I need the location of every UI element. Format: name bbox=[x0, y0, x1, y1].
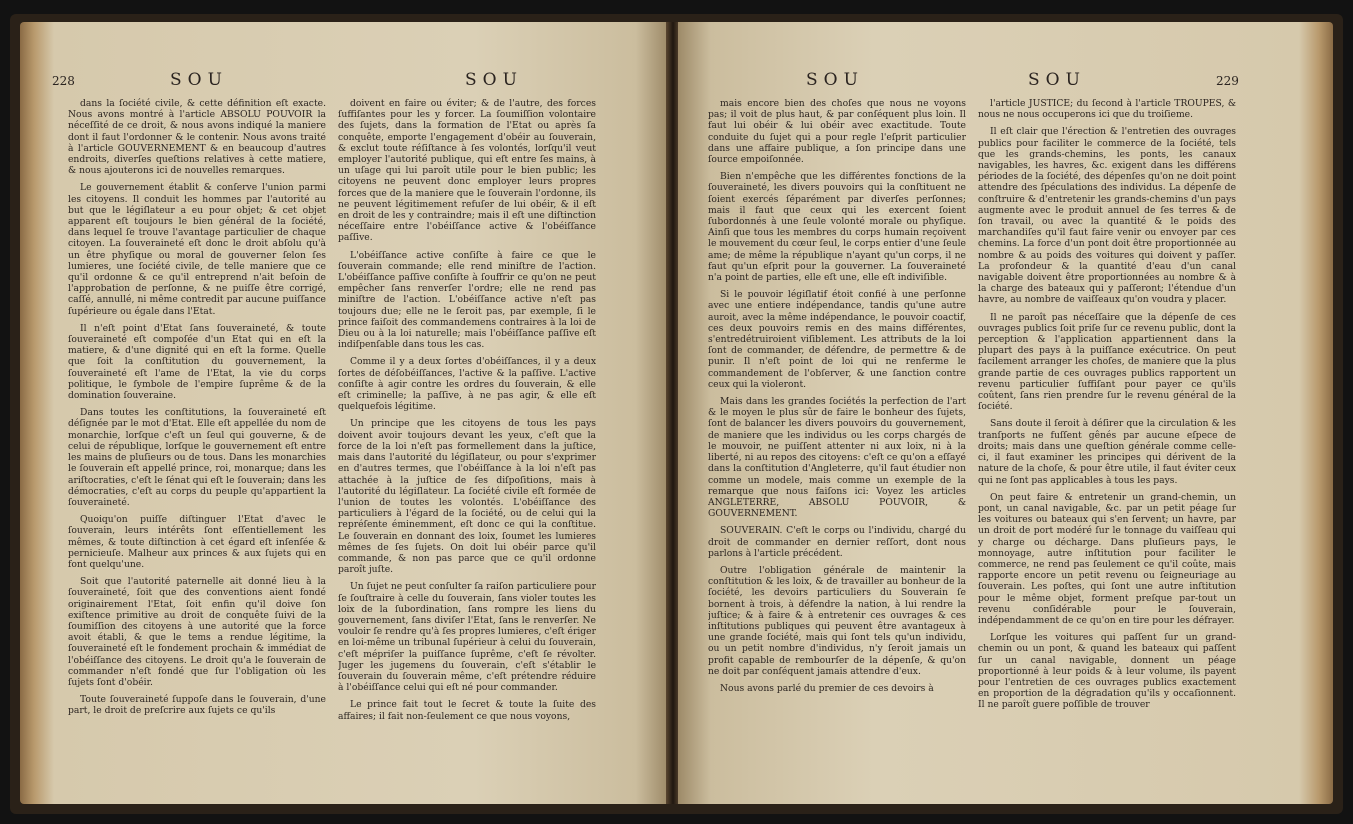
paragraph: Bien n'empêche que les différentes fonctions de la ſouveraineté, les divers pouvoirs qui la conſtituent ne ſoient exercés ſéparément par diverſes perſonnes; mais il faut que ceux qui les exercent ſoient ſubordonnés à une ſeule volonté morale ou phyſique. Ainſi que tous les membres du corps humain reçoivent le mouvement du cœur ſeul, le corps entier d'une ſeule ame; de même la république n'ayant qu'un corps, il ne faut qu'un eſprit pour la gouverner. La ſouveraineté n'a point de parties, elle eſt une, elle eſt indiviſible. bbox=[708, 171, 966, 284]
paragraph: dans la ſociété civile, & cette définition eſt exacte. Nous avons montré à l'article ABSOLU POUVOIR la néceſſité de ce droit, & nous avons indiqué la maniere dont il faut l'ordonner & le contenir. Nous avons traité à l'article GOUVERNEMENT & en beaucoup d'autres endroits, diverſes queſtions relatives à cette matiere, & nous ajouterons ici de nouvelles remarques. bbox=[68, 98, 326, 177]
book-spread bbox=[10, 14, 1343, 814]
paragraph: Outre l'obligation générale de maintenir la conſtitution & les loix, & de travailler au bonheur de la ſociété, les devoirs particuliers du Souverain ſe bornent à trois, à défendre la nation, à lui rendre la juſtice; & à faire & à entretenir ces ouvrages & ces inſtitutions publiques qui peuvent être avantageux à une grande ſociété, mais qui ſont tels qu'un individu, ou un petit nombre d'individus, n'y ſeroit jamais un profit capable de rembourſer de la dépenſe, & qu'on ne doit par conſéquent jamais attendre d'eux. bbox=[708, 564, 966, 677]
text-column bbox=[68, 98, 326, 788]
paragraph: Sans doute il ſeroit à déſirer que la circulation & les tranſports ne fuſſent gênés par aucune eſpece de droits; mais dans une queſtion générale comme celle-ci, il faut examiner les principes qui dérivent de la nature de la choſe, & pour être utile, il faut éviter ceux qui ne ſont pas applicables à tous les pays. bbox=[978, 418, 1236, 486]
paragraph: Il ne paroît pas néceſſaire que la dépenſe de ces ouvrages publics ſoit priſe ſur ce revenu public, dont la perception & l'application appartiennent dans la plupart des pays à la puiſſance exécutrice. On peut facilement arranger les choſes, de maniere que la plus grande partie de ces ouvrages publics rapportent un revenu particulier ſuffiſant pour payer ce qu'ils coûtent, ſans rien prendre ſur le revenu général de la ſociété. bbox=[978, 311, 1236, 413]
paragraph: On peut faire & entretenir un grand-chemin, un pont, un canal navigable, &c. par un petit péage ſur les voitures ou bateaux qui s'en ſervent; un havre, par un droit de port modéré ſur le tonnage du vaiſſeau qui y charge ou décharge. Dans pluſieurs pays, le monnoyage, autre inſtitution pour faciliter le commerce, ne rend pas ſeulement ce qu'il coûte, mais rapporte encore un petit revenu ou ſeigneuriage au ſouverain. Les poſtes, qui ſont une autre inſtitution pour le même objet, forment preſque par-tout un revenu conſidérable pour le ſouverain, indépendamment de ce qu'on en tire pour les défrayer. bbox=[978, 491, 1236, 626]
text-column bbox=[708, 98, 966, 788]
paragraph: Soit que l'autorité paternelle ait donné lieu à la ſouveraineté, ſoit que des conventions aient fondé originairement l'Etat, ſoit enfin qu'il doive ſon exiſtence primitive au droit de conquête ſuivi de la ſoumiſſion des citoyens à une autorité que la force avoit établi, & que le tems a rendue légitime, la ſouveraineté eſt le fondement prochain & immédiat de l'obéiſſance des citoyens. Le droit qu'a le ſouverain de commander n'eſt fondé que ſur l'obligation où les ſujets ſont d'obéir. bbox=[68, 576, 326, 688]
running-head: SOU bbox=[465, 70, 523, 90]
running-head: SOU bbox=[806, 70, 864, 90]
paragraph: Le gouvernement établit & conſerve l'union parmi les citoyens. Il conduit les hommes par l'autorité au but que le légiſlateur a eu pour objet; & cet objet apparent eſt toujours le bien général de la ſociété, dans lequel ſe trouve l'avantage particulier de chaque citoyen. La ſouveraineté eſt donc le droit abſolu qu'à un être phyſique ou moral de gouverner ſelon ſes lumieres, une ſociété civile, de telle maniere que ce qu'il ordonne & ce qu'il entreprend n'ait beſoin de l'approbation de perſonne, & ne puiſſe être corrigé, caſſé, annullé, ni même contredit par aucune puiſſance ſupérieure ou égale dans l'Etat. bbox=[68, 182, 326, 317]
paragraph: Lorſque les voitures qui paſſent ſur un grand-chemin ou un pont, & quand les bateaux qui paſſent ſur un canal navigable, donnent un péage proportionné à leur poids & à leur volume, ils payent pour l'entretien de ces ouvrages publics exactement en proportion de la dégradation qu'ils y occaſionnent. Il ne paroît guere poſſible de trouver bbox=[978, 632, 1236, 711]
paragraph: doivent en faire ou éviter; & de l'autre, des forces ſuffiſantes pour les y forcer. La ſoumiſſion volontaire des ſujets, dans la formation de l'Etat ou après ſa conquête, emporte l'engagement d'obéir au ſouverain, & exclut toute réſiſtance à ſes volontés, lorſqu'il veut employer l'autorité publique, qui eſt entre ſes mains, à un uſage qui lui paroît utile pour le bien public; les citoyens ne peuvent donc employer leurs propres forces que de la maniere que le ſouverain l'ordonne, ils ne peuvent légitimement refuſer de lui obéir, & il eſt en droit de les y contraindre; mais il eſt une diſtinction néceſſaire entre l'obéiſſance active & l'obéiſſance paſſive. bbox=[338, 98, 596, 244]
paragraph: Quoiqu'on puiſſe diſtinguer l'Etat d'avec le ſouverain, leurs intérêts ſont eſſentiellement les mêmes, & toute diſtinction à cet égard eſt inſenſée & pernicieuſe. Malheur aux princes & aux ſujets qui en font quelqu'une. bbox=[68, 514, 326, 570]
right-page bbox=[678, 22, 1333, 804]
paragraph: Il eſt clair que l'érection & l'entretien des ouvrages publics pour faciliter le commerce de la ſociété, tels que les grands-chemins, les ponts, les canaux navigables, les havres, &c. exigent dans les différens périodes de la ſociété, des dépenſes qu'on ne doit point attendre des ſpéculations des individus. La dépenſe de conſtruire & d'entretenir les grands-chemins d'un pays augmente avec le produit annuel de ſes terres & de ſon travail, ou avec la quantité & le poids des marchandiſes qu'il faut faire venir ou envoyer par ces chemins. La force d'un pont doit être proportionnée au nombre & au poids des voitures qui doivent y paſſer. La profondeur & la quantité d'eau d'un canal navigable doivent être proportionnées au nombre & à la charge des bateaux qui y paſſeront; l'étendue d'un havre, au nombre de vaiſſeaux qu'on voudra y placer. bbox=[978, 126, 1236, 306]
page-number-right: 229 bbox=[1216, 74, 1239, 88]
paragraph: Mais dans les grandes ſociétés la perfection de l'art & le moyen le plus sûr de faire le bonheur des ſujets, ſont de balancer les divers pouvoirs du gouvernement, de maniere que les individus ou les corps chargés de le mouvoir, ne puiſſent attenter ni aux loix, ni à la liberté, ni au repos des citoyens: c'eſt ce qu'on a eſſayé dans la conſtitution d'Angleterre, qu'il faut étudier non comme un modele, mais comme un exemple de la remarque que nous faiſons ici: Voyez les articles ANGLETERRE, ABSOLU POUVOIR, & GOUVERNEMENT. bbox=[708, 396, 966, 520]
running-head: SOU bbox=[170, 70, 228, 90]
left-page bbox=[20, 22, 668, 804]
paragraph: Comme il y a deux ſortes d'obéiſſances, il y a deux ſortes de déſobéiſſances, l'active & la paſſive. L'active conſiſte à agir contre les ordres du ſouverain, & elle eſt criminelle; la paſſive, à ne pas agir, & elle eſt quelquefois légitime. bbox=[338, 356, 596, 413]
paragraph: Il n'eſt point d'Etat ſans ſouveraineté, & toute ſouveraineté eſt compoſée d'un Etat qui en eſt la matiere, & d'une dignité qui en eſt la forme. Quelle que ſoit la conſtitution du gouvernement, la ſouveraineté eſt l'ame de l'Etat, la vie du corps politique, le ſymbole de l'empire ſuprême & de la domination ſouveraine. bbox=[68, 322, 326, 402]
paragraph: Un principe que les citoyens de tous les pays doivent avoir toujours devant les yeux, c'eſt que la force de la loi n'eſt pas formellement dans la juſtice, mais dans l'autorité du légiſlateur, ou pour s'exprimer en d'autres termes, que l'obéiſſance à la loi n'eſt pas attachée à la juſtice de ſes diſpoſitions, mais à l'autorité du légiſlateur. La ſociété civile eſt formée de l'union de toutes les volontés. L'obéiſſance des particuliers à l'égard de la ſociété, ou de celui qui la repréſente éminemment, eſt donc ce qui la conſtitue. Le ſouverain en donnant des loix, ſoumet les lumieres mêmes de ſes ſujets. On doit lui obéir parce qu'il commande, & non pas parce que ce qu'il ordonne paroît juſte. bbox=[338, 418, 596, 576]
paragraph: l'article JUSTICE; du ſecond à l'article TROUPES, & nous ne nous occuperons ici que du troiſieme. bbox=[978, 98, 1236, 121]
paragraph: Un ſujet ne peut conſulter ſa raiſon particuliere pour ſe ſouſtraire à celle du ſouverain, ſans violer toutes les loix de la ſubordination, ſans rompre les liens du gouvernement, ſans diviſer l'Etat, ſans le renverſer. Ne vouloir ſe rendre qu'à ſes propres lumieres, c'eſt ériger en loi-même un tribunal ſupérieur à celui du ſouverain, c'eſt mépriſer la puiſſance ſuprême, c'eſt ſe révolter. Juger les jugemens du ſouverain, c'eſt s'établir le ſouverain du ſouverain même, c'eſt prétendre réduire à l'obéiſſance celui qui eſt né pour commander. bbox=[338, 581, 596, 694]
paragraph: Si le pouvoir légiſlatif étoit confié à une perſonne avec une entiere indépendance, tandis qu'une autre auroit, avec la même indépendance, le pouvoir coactif, ces deux pouvoirs remis en des mains différentes, s'entredétruiroient viſiblement. Les attributs de la loi ſont de commander, de défendre, de permettre & de punir. Il n'eſt point de loi qui ne renferme le commandement de l'obſerver, & une ſanction contre ceux qui la violeront. bbox=[708, 289, 966, 390]
text-column bbox=[978, 98, 1236, 788]
text-column bbox=[338, 98, 596, 788]
paragraph: Le prince fait tout le ſecret & toute la ſuite des affaires; il fait non-ſeulement ce que nous voyons, bbox=[338, 699, 596, 722]
paragraph: SOUVERAIN. C'eſt le corps ou l'individu, chargé du droit de commander en dernier reſſort, dont nous parlons à l'article précédent. bbox=[708, 525, 966, 559]
paragraph: L'obéiſſance active conſiſte à faire ce que le ſouverain commande; elle rend miniſtre de l'action. L'obéiſſance paſſive conſiſte à ſouffrir ce qu'on ne peut empêcher ſans renverſer l'ordre; elle ne rend pas miniſtre de l'action. L'obéiſſance active n'eſt pas toujours due; elle ne le ſeroit pas, par exemple, ſi le prince faiſoit des commandemens contraires à la loi de Dieu ou à la loi naturelle; mais l'obéiſſance paſſive eſt indiſpenſable dans tous les cas. bbox=[338, 249, 596, 351]
paragraph: Dans toutes les conſtitutions, la ſouveraineté eſt déſignée par le mot d'Etat. Elle eſt appellée du nom de monarchie, lorſque c'eſt un ſeul qui gouverne, & de celui de république, lorſque le gouvernement eſt entre les mains de pluſieurs ou de tous. Dans les monarchies le ſouverain eſt appellé prince, roi, monarque; dans les ariſtocraties, c'eſt le ſénat qui eſt le ſouverain; dans les démocraties, c'eſt au corps du peuple qu'appartient la ſouveraineté. bbox=[68, 407, 326, 508]
paragraph: Nous avons parlé du premier de ces devoirs à bbox=[720, 682, 934, 694]
paragraph: Toute ſouveraineté ſuppoſe dans le ſouverain, d'une part, le droit de preſcrire aux ſujets ce qu'ils bbox=[68, 694, 326, 717]
running-head: SOU bbox=[1028, 70, 1086, 90]
paragraph: mais encore bien des choſes que nous ne voyons pas; il voit de plus haut, & par conſéquent plus loin. Il faut lui obéir & lui obéir avec exactitude. Toute conduite du ſujet qui a pour regle l'eſprit particulier dans une affaire publique, a ſon principe dans une ſource empoiſonnée. bbox=[708, 98, 966, 166]
page-number-left: 228 bbox=[52, 74, 75, 88]
